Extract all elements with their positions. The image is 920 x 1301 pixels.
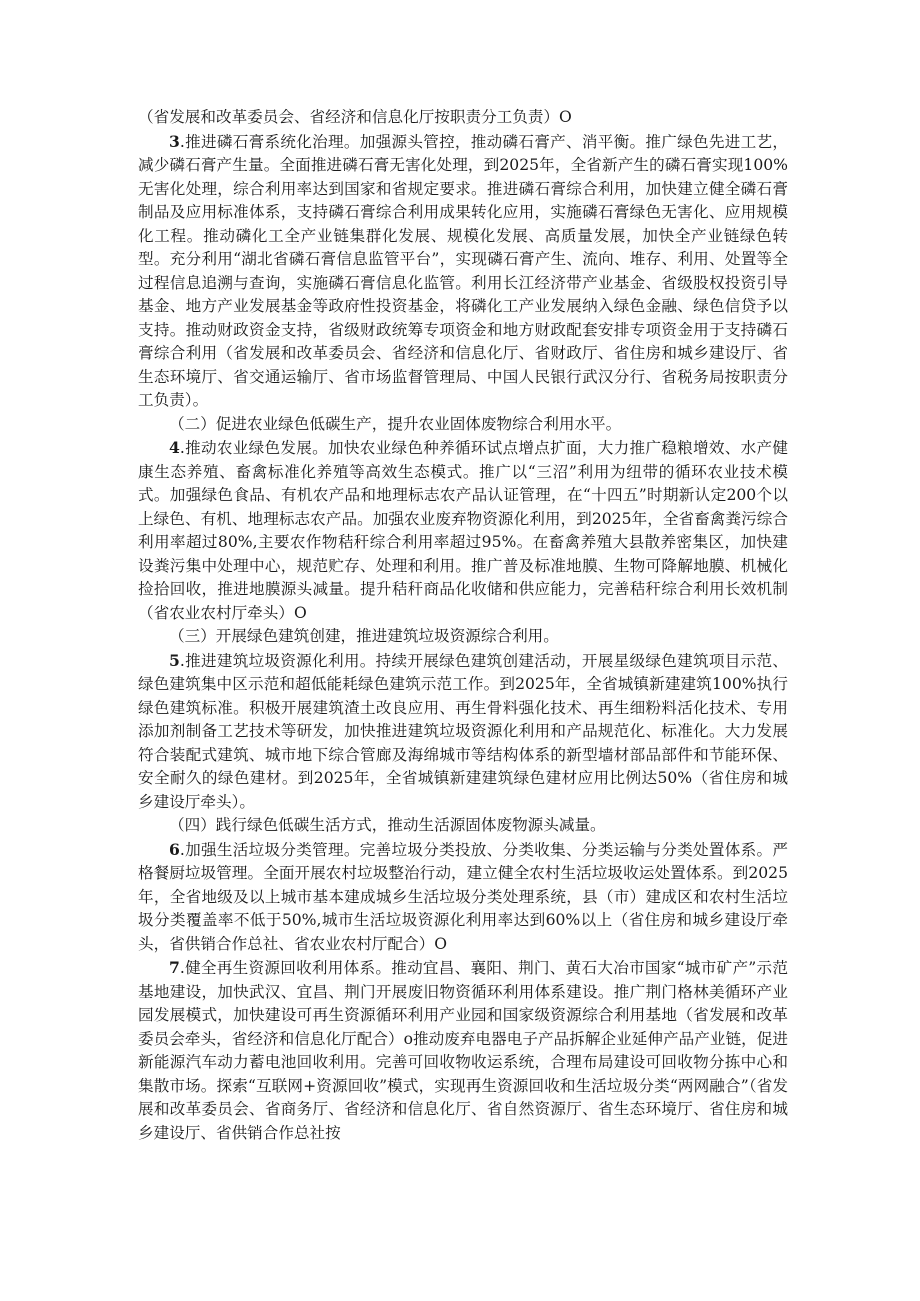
section-heading-2 [138, 413, 788, 437]
section-heading-3 [138, 625, 788, 649]
item-number: 3 [169, 131, 180, 151]
item-number: 4 [169, 438, 180, 457]
paragraph-text: .推进建筑垃圾资源化利用。持续开展绿色建筑创建活动，开展星级绿色建筑项目示范、绿色建筑集中区示范和超低能耗绿色建筑示范工作。到2025年，全省城镇新建建筑100%执行绿色建筑标准。积极开展建筑渣土改良应用、再生骨料强化技术、再生细粉料活化技术、专用添加剂制备工艺技术等研发，加快推进建筑垃圾资源化利用和产品规范化、标准化。大力发展符合装配式建筑、城市地下综合管廊及海绵城市等结构体系的新型墙材部品部件和节能环保、安全耐久的绿色建材。到2025年，全省城镇新建建筑绿色建材应用比例达50%（省住房和城乡建设厅牵头）。 [138, 651, 788, 811]
paragraph-text: .健全再生资源回收利用体系。推动宜昌、襄阳、荆门、黄石大冶市国家“城市矿产”示范基地建设，加快武汉、宜昌、荆门开展废旧物资循环利用体系建设。推广荆门格林美循环产业园发展模式，加快建设可再生资源循环利用产业园和国家级资源综合利用基地（省发展和改革委员会牵头，省经济和信息化厅配合）o推动废弃电器电子产品拆解企业延伸产品产业链，促进新能源汽车动力蓄电池回收利用。完善可回收物收运系统，合理布局建设可回收物分拣中心和集散市场。探索“互联网+资源回收”模式，实现再生资源回收和生活垃圾分类“两网融合”（省发展和改革委员会、省商务厅、省经济和信息化厅、省自然资源厅、省生态环境厅、省住房和城乡建设厅、省供销合作总社按 [138, 959, 788, 1142]
paragraph-item-7 [138, 956, 788, 1145]
paragraph-item-5 [138, 649, 788, 815]
paragraph-item-3 [138, 130, 788, 413]
paragraph-text: .加强生活垃圾分类管理。完善垃圾分类投放、分类收集、分类运输与分类处置体系。严格餐厨垃圾管理。全面开展农村垃圾整治行动，建立健全农村生活垃圾收运处置体系。到2025年，全省地级及以上城市基本建成城乡生活垃圾分类处理系统，县（市）建成区和农村生活垃圾分类覆盖率不低于50%,城市生活垃圾资源化利用率达到60%以上（省住房和城乡建设厅牵头，省供销合作总社、省农业农村厅配合）O [138, 840, 788, 953]
paragraph-text: .推进磷石膏系统化治理。加强源头管控，推动磷石膏产、消平衡。推广绿色先进工艺，减少磷石膏产生量。全面推进磷石膏无害化处理，到2025年，全省新产生的磷石膏实现100%无害化处理，综合利用率达到国家和省规定要求。推进磷石膏综合利用，加快建立健全磷石膏制品及应用标准体系，支持磷石膏综合利用成果转化应用，实施磷石膏绿色无害化、应用规模化工程。推动磷化工全产业链集群化发展、规模化发展、高质量发展，加快全产业链绿色转型。充分利用“湖北省磷石膏信息监管平台”，实现磷石膏产生、流向、堆存、利用、处置等全过程信息追溯与查询，实施磷石膏信息化监管。利用长江经济带产业基金、省级股权投资引导基金、地方产业发展基金等政府性投资基金，将磷化工产业发展纳入绿色金融、绿色信贷予以支持。推动财政资金支持，省级财政统筹专项资金和地方财政配套安排专项资金用于支持磷石膏综合利用（省发展和改革委员会、省经济和信息化厅、省财政厅、省住房和城乡建设厅、省生态环境厅、省交通运输厅、省市场监督管理局、中国人民银行武汉分行、省税务局按职责分工负责）。 [138, 132, 788, 409]
paragraph-item-4 [138, 436, 788, 625]
paragraph-item-6 [138, 838, 788, 957]
section-heading-text: （二）促进农业绿色低碳生产，提升农业固体废物综合利用水平。 [169, 414, 622, 433]
section-heading-text: （三）开展绿色建筑创建，推进建筑垃圾资源综合利用。 [169, 627, 559, 645]
item-number: 7 [169, 958, 180, 977]
paragraph-text: .推动农业绿色发展。加快农业绿色种养循环试点增点扩面，大力推广稳粮增效、水产健康生态养殖、畜禽标准化养殖等高效生态模式。推广以“三沼”利用为纽带的循环农业技术模式。加强绿色食品、有机农产品和地理标志农产品认证管理，在“十四五”时期新认定200个以上绿色、有机、地理标志农产品。加强农业废弃物资源化利用，到2025年，全省畜禽粪污综合利用率超过80%,主要农作物秸秆综合利用率超过95%。在畜禽养殖大县散养密集区，加快建设粪污集中处理中心，规范贮存、处理和利用。推广普及标准地膜、生物可降解地膜、机械化捡拾回收，推进地膜源头减量。提升秸秆商品化收储和供应能力，完善秸秆综合利用长效机制（省农业农村厅牵头）O [138, 439, 788, 622]
item-number: 5 [169, 650, 180, 670]
section-heading-text: （四）践行绿色低碳生活方式，推动生活源固体废物源头减量。 [169, 816, 606, 834]
document-body [138, 106, 788, 1145]
item-number: 6 [169, 839, 180, 859]
section-heading-4 [138, 814, 788, 838]
paragraph-text: （省发展和改革委员会、省经济和信息化厅按职责分工负责）O [138, 108, 572, 126]
paragraph-responsibility-note [138, 106, 788, 130]
